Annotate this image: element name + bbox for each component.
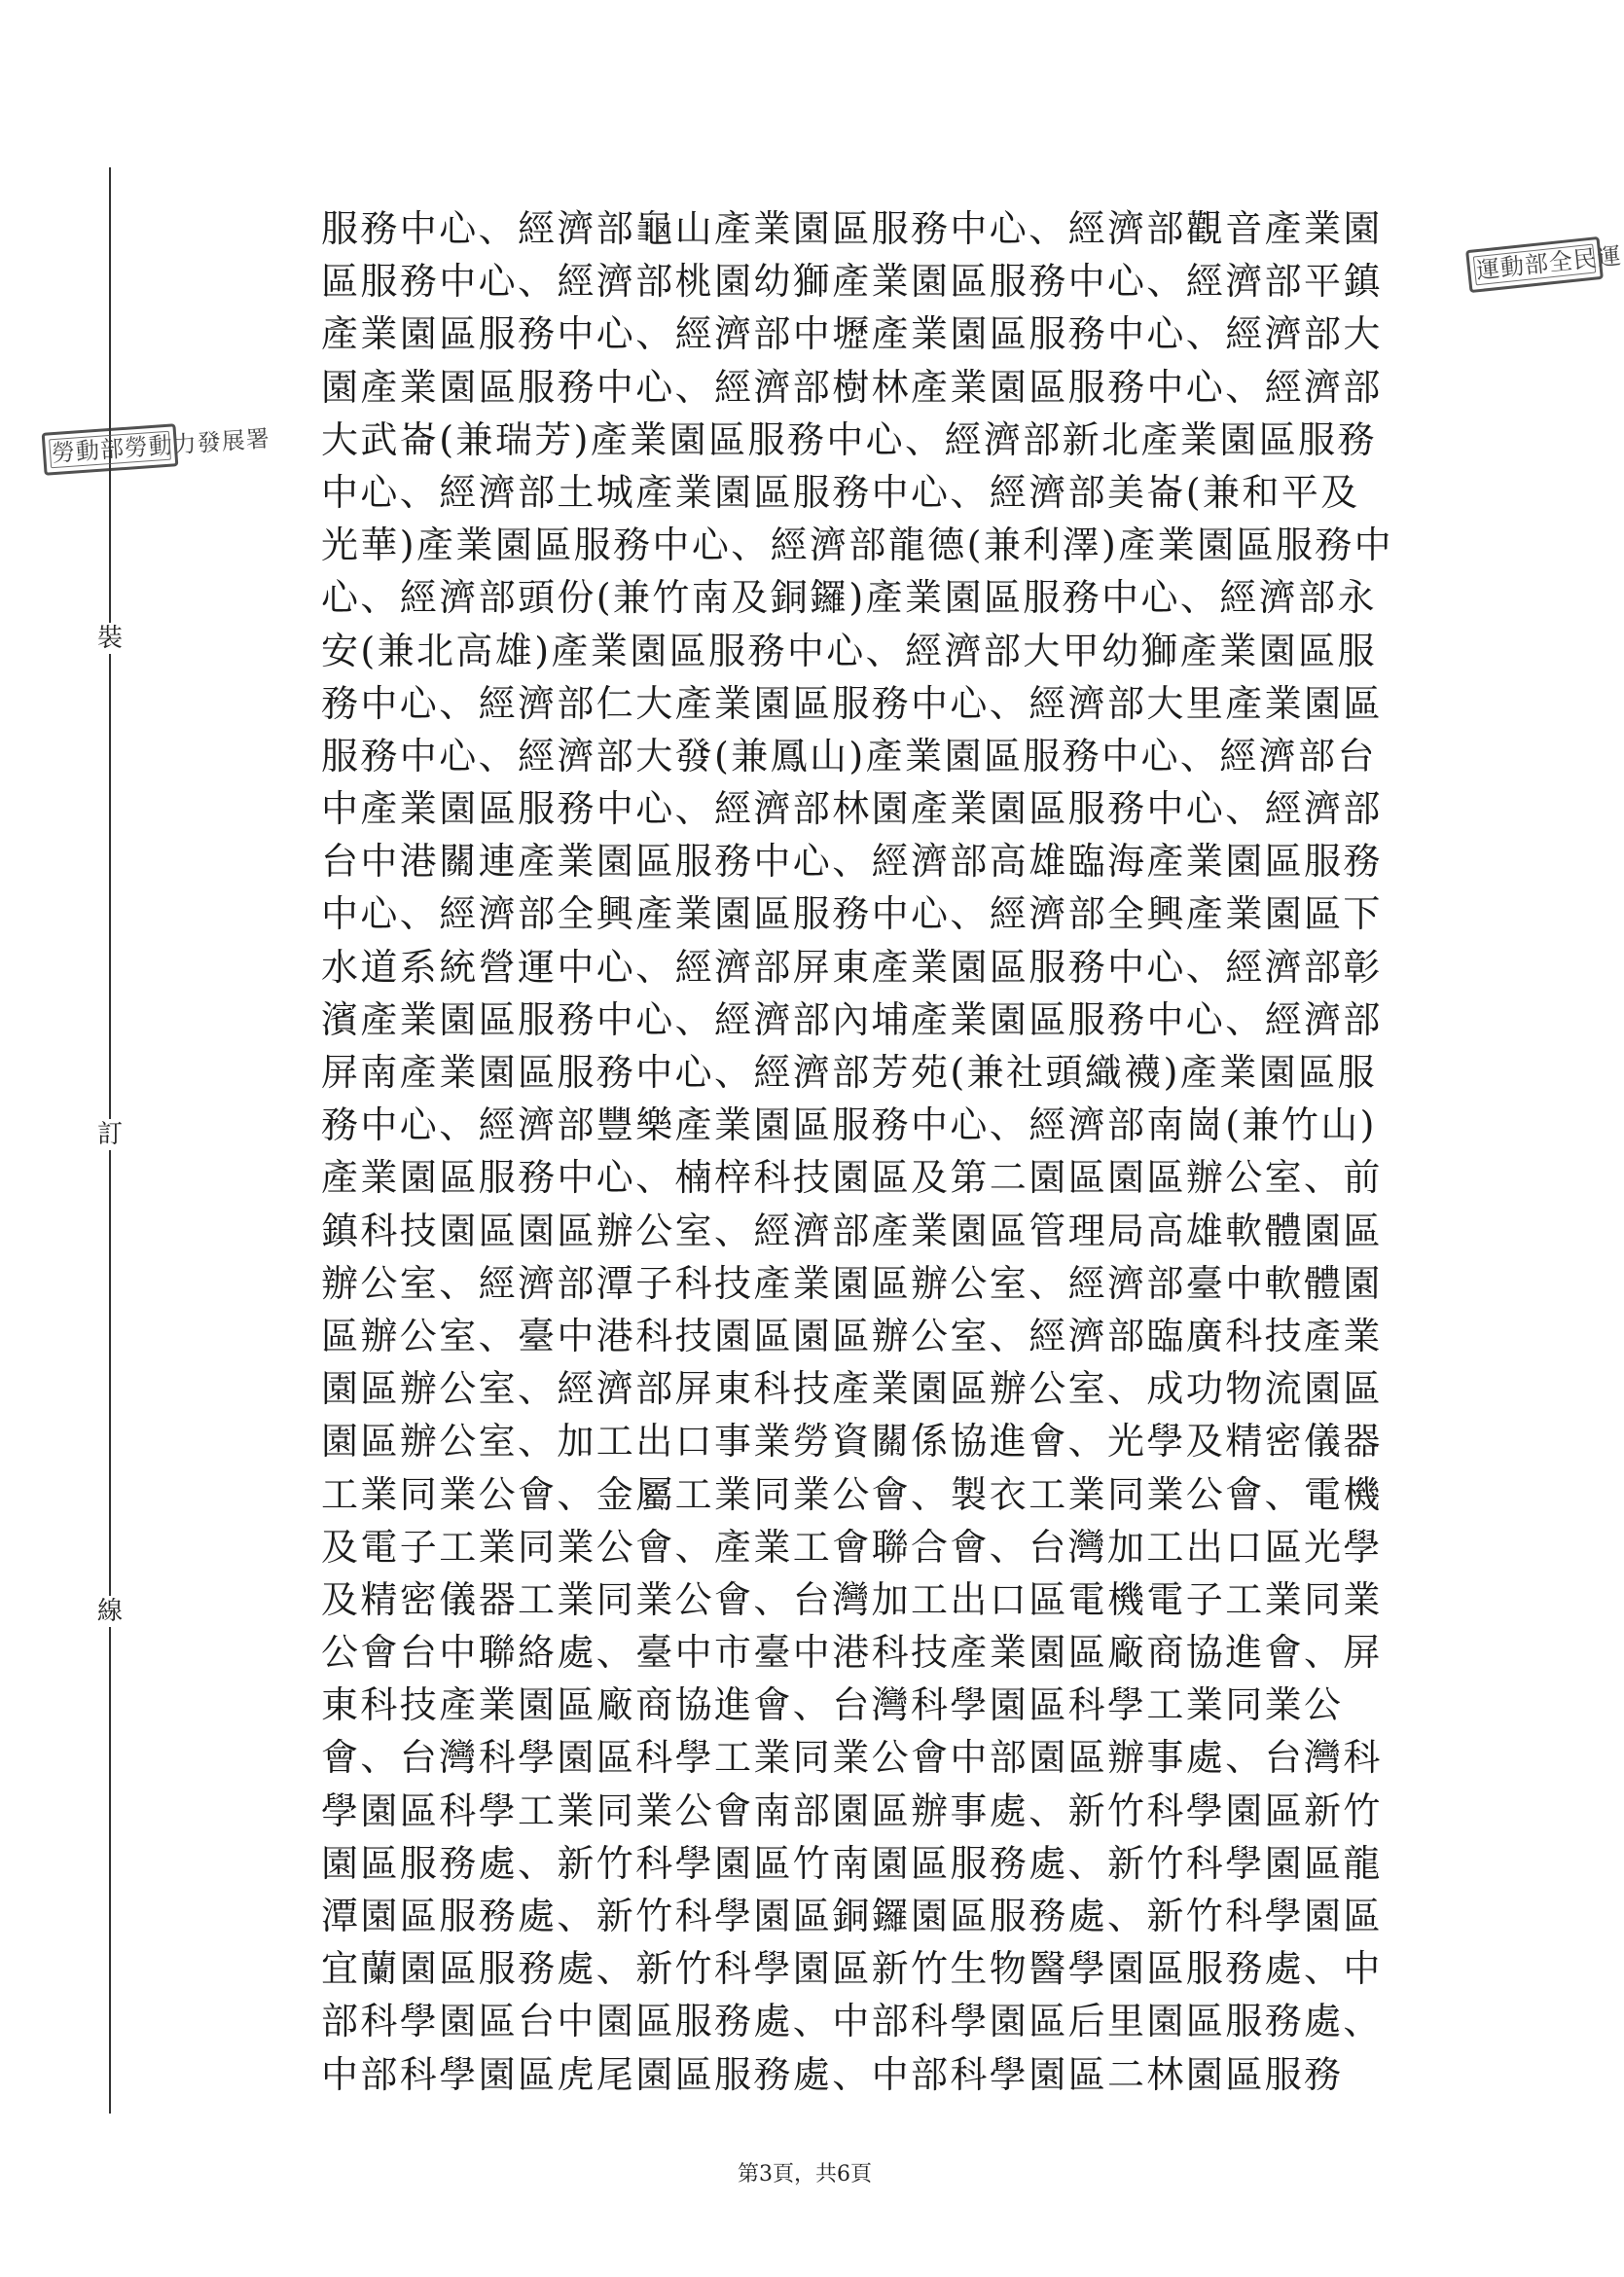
body-line: 園區服務處、新竹科學園區竹南園區服務處、新竹科學園區龍: [321, 1841, 1383, 1885]
body-line: 潭園區服務處、新竹科學園區銅鑼園區服務處、新竹科學園區: [321, 1895, 1383, 1937]
body-line: 辦公室、經濟部潭子科技產業園區辦公室、經濟部臺中軟體園: [321, 1261, 1383, 1305]
body-line: 園區辦公室、加工出口事業勞資關係協進會、光學及精密儀器: [321, 1420, 1383, 1464]
body-line: 產業園區服務中心、楠梓科技園區及第二園區園區辦公室、前: [321, 1156, 1383, 1200]
body-line: 及電子工業同業公會、產業工會聯合會、台灣加工出口區光學: [321, 1525, 1383, 1569]
body-line: 區辦公室、臺中港科技園區園區辦公室、經濟部臨廣科技產業: [321, 1314, 1383, 1357]
body-line: 區服務中心、經濟部桃園幼獅產業園區服務中心、經濟部平鎮: [321, 260, 1383, 304]
body-line: 會、台灣科學園區科學工業同業公會中部園區辦事處、台灣科: [321, 1736, 1383, 1780]
body-line: 服務中心、經濟部龜山產業園區服務中心、經濟部觀音產業園: [321, 207, 1383, 250]
body-line: 部科學園區台中園區服務處、中部科學園區后里園區服務處、: [321, 2000, 1383, 2043]
body-line: 園區辦公室、經濟部屏東科技產業園區辦公室、成功物流園區: [321, 1367, 1383, 1411]
body-line: 中心、經濟部土城產業園區服務中心、經濟部美崙(兼和平及: [321, 470, 1360, 514]
body-line: 務中心、經濟部豐樂產業園區服務中心、經濟部南崗(兼竹山): [321, 1103, 1377, 1147]
body-line: 工業同業公會、金屬工業同業公會、製衣工業同業公會、電機: [321, 1472, 1383, 1516]
body-line: 安(兼北高雄)產業園區服務中心、經濟部大甲幼獅產業園區服: [321, 629, 1377, 672]
body-line: 濱產業園區服務中心、經濟部內埔產業園區服務中心、經濟部: [321, 997, 1383, 1041]
page-number: 第3頁，共6頁: [738, 2162, 872, 2187]
body-line: 台中港關連產業園區服務中心、經濟部高雄臨海產業園區服務: [321, 840, 1383, 884]
document-body: [321, 202, 1450, 2101]
body-line: 中部科學園區虎尾園區服務處、中部科學園區二林園區服務: [321, 2052, 1344, 2096]
binding-mark-zhuang: 裝: [94, 623, 126, 654]
body-line: 服務中心、經濟部大發(兼鳳山)產業園區服務中心、經濟部台: [321, 734, 1377, 777]
binding-mark-ding: 訂: [94, 1119, 126, 1150]
body-line: 產業園區服務中心、經濟部中壢產業園區服務中心、經濟部大: [321, 312, 1383, 356]
body-line: 及精密儀器工業同業公會、台灣加工出口區電機電子工業同業: [321, 1577, 1383, 1621]
body-line: 園產業園區服務中心、經濟部樹林產業園區服務中心、經濟部: [321, 365, 1383, 409]
body-line: 心、經濟部頭份(兼竹南及銅鑼)產業園區服務中心、經濟部永: [321, 576, 1377, 620]
seal-stamp-left: 勞動部勞動力發展署: [42, 423, 179, 476]
body-line: 鎮科技園區園區辦公室、經濟部產業園區管理局高雄軟體園區: [321, 1209, 1383, 1252]
body-line: 中心、經濟部全興產業園區服務中心、經濟部全興產業園區下: [321, 892, 1383, 936]
body-line: 大武崙(兼瑞芳)產業園區服務中心、經濟部新北產業園區服務: [321, 417, 1377, 461]
body-line: 屏南產業園區服務中心、經濟部芳苑(兼社頭織襪)產業園區服: [321, 1051, 1377, 1094]
body-line: 公會台中聯絡處、臺中市臺中港科技產業園區廠商協進會、屏: [321, 1631, 1383, 1675]
body-line: 光華)產業園區服務中心、經濟部龍德(兼利澤)產業園區服務中: [321, 524, 1394, 567]
body-line: 學園區科學工業同業公會南部園區辦事處、新竹科學園區新竹: [321, 1789, 1383, 1832]
body-line: 宜蘭園區服務處、新竹科學園區新竹生物醫學園區服務處、中: [321, 1947, 1383, 1991]
body-line: 東科技產業園區廠商協進會、台灣科學園區科學工業同業公: [321, 1683, 1344, 1727]
body-line: 水道系統營運中心、經濟部屏東產業園區服務中心、經濟部彰: [321, 945, 1383, 989]
body-line: 務中心、經濟部仁大產業園區服務中心、經濟部大里產業園區: [321, 681, 1383, 725]
body-line: 中產業園區服務中心、經濟部林園產業園區服務中心、經濟部: [321, 787, 1383, 831]
seal-stamp-right: 運動部全民運: [1465, 236, 1604, 293]
binding-mark-xian: 線: [94, 1596, 126, 1627]
